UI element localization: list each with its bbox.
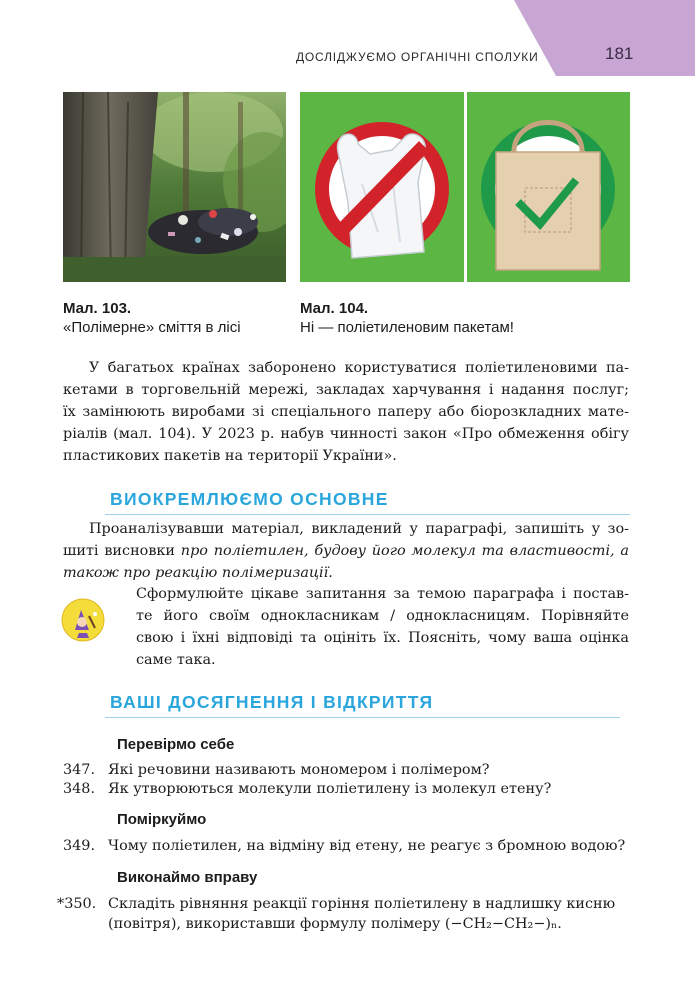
section-title-achievements: ВАШІ ДОСЯГНЕННЯ І ВІДКРИТТЯ [110, 692, 434, 712]
figure-104-caption: Ні — поліетиленовим пакетам! [300, 319, 514, 336]
figure-103-label: Мал. 103. [63, 300, 132, 317]
subheading-exercise: Виконаймо вправу [117, 869, 258, 886]
section-title-main-points: ВИОКРЕМЛЮЄМО ОСНОВНЕ [110, 489, 389, 509]
discussion-line: саме така. [136, 652, 216, 668]
intro-line: їх замінюють виробами зі спеціального паперу або біорозкладних мате- [63, 404, 629, 420]
discussion-task [136, 583, 629, 671]
discussion-line: свою і їхні відповіді та оцініть їх. Поясніть, чому ваша оцінка [136, 630, 629, 646]
question-348: 348. Як утворюються молекули поліетилену із молекул етену? [63, 781, 552, 797]
figure-104-label: Мал. 104. [300, 300, 369, 317]
task-text: Проаналізувавши матеріал, викладений у параграфі, запишіть у зо- [89, 521, 629, 537]
no-plastic-bags-illustration [300, 92, 630, 282]
summary-task [63, 518, 629, 584]
discussion-line: Сформулюйте цікаве запитання за темою параграфа і постав- [136, 586, 629, 602]
running-head: ДОСЛІДЖУЄМО ОРГАНІЧНІ СПОЛУКИ [296, 50, 539, 64]
question-350: *350. Складіть рівняння реакції горіння поліетилену в надлишку кисню [57, 896, 616, 912]
question-349: 349. Чому поліетилен, на відміну від етену, не реагує з бромною водою? [63, 838, 626, 854]
paper-bag-check-icon [482, 123, 614, 271]
task-italic-text: також про реакцію полімеризації. [63, 565, 333, 581]
page-corner-tab [514, 0, 695, 76]
intro-line: пластикових пакетів на території України». [63, 448, 397, 464]
intro-paragraph [63, 357, 629, 467]
task-text: шиті висновки [63, 543, 181, 559]
subheading-think: Поміркуймо [117, 811, 207, 828]
subheading-check-yourself: Перевірмо себе [117, 736, 235, 753]
task-italic-text: про поліетилен, будову його молекул та властивості, а [180, 543, 629, 559]
question-350-continuation: (повітря), використавши формулу полімеру (−CH₂−CH₂−)ₙ. [108, 916, 562, 932]
discussion-line: те його своїм однокласникам / однокласницям. Порівняйте [136, 608, 629, 624]
question-347: 347. Які речовини називають мономером і полімером? [63, 762, 490, 778]
forest-litter-photo [63, 92, 286, 282]
page-number: 181 [605, 44, 634, 63]
figure-103-caption: «Полімерне» сміття в лісі [63, 319, 241, 336]
intro-line: кетами в торговельній мережі, закладах харчування і надання послуг; [63, 382, 629, 398]
section-divider [105, 717, 620, 718]
discussion-mascot-icon [61, 598, 105, 642]
section-divider [105, 514, 630, 515]
intro-line: ріалів (мал. 104). У 2023 р. набув чинності закон «Про обмеження обігу [63, 426, 629, 442]
intro-line: У багатьох країнах заборонено користуватися поліетиленовими па- [89, 360, 629, 376]
